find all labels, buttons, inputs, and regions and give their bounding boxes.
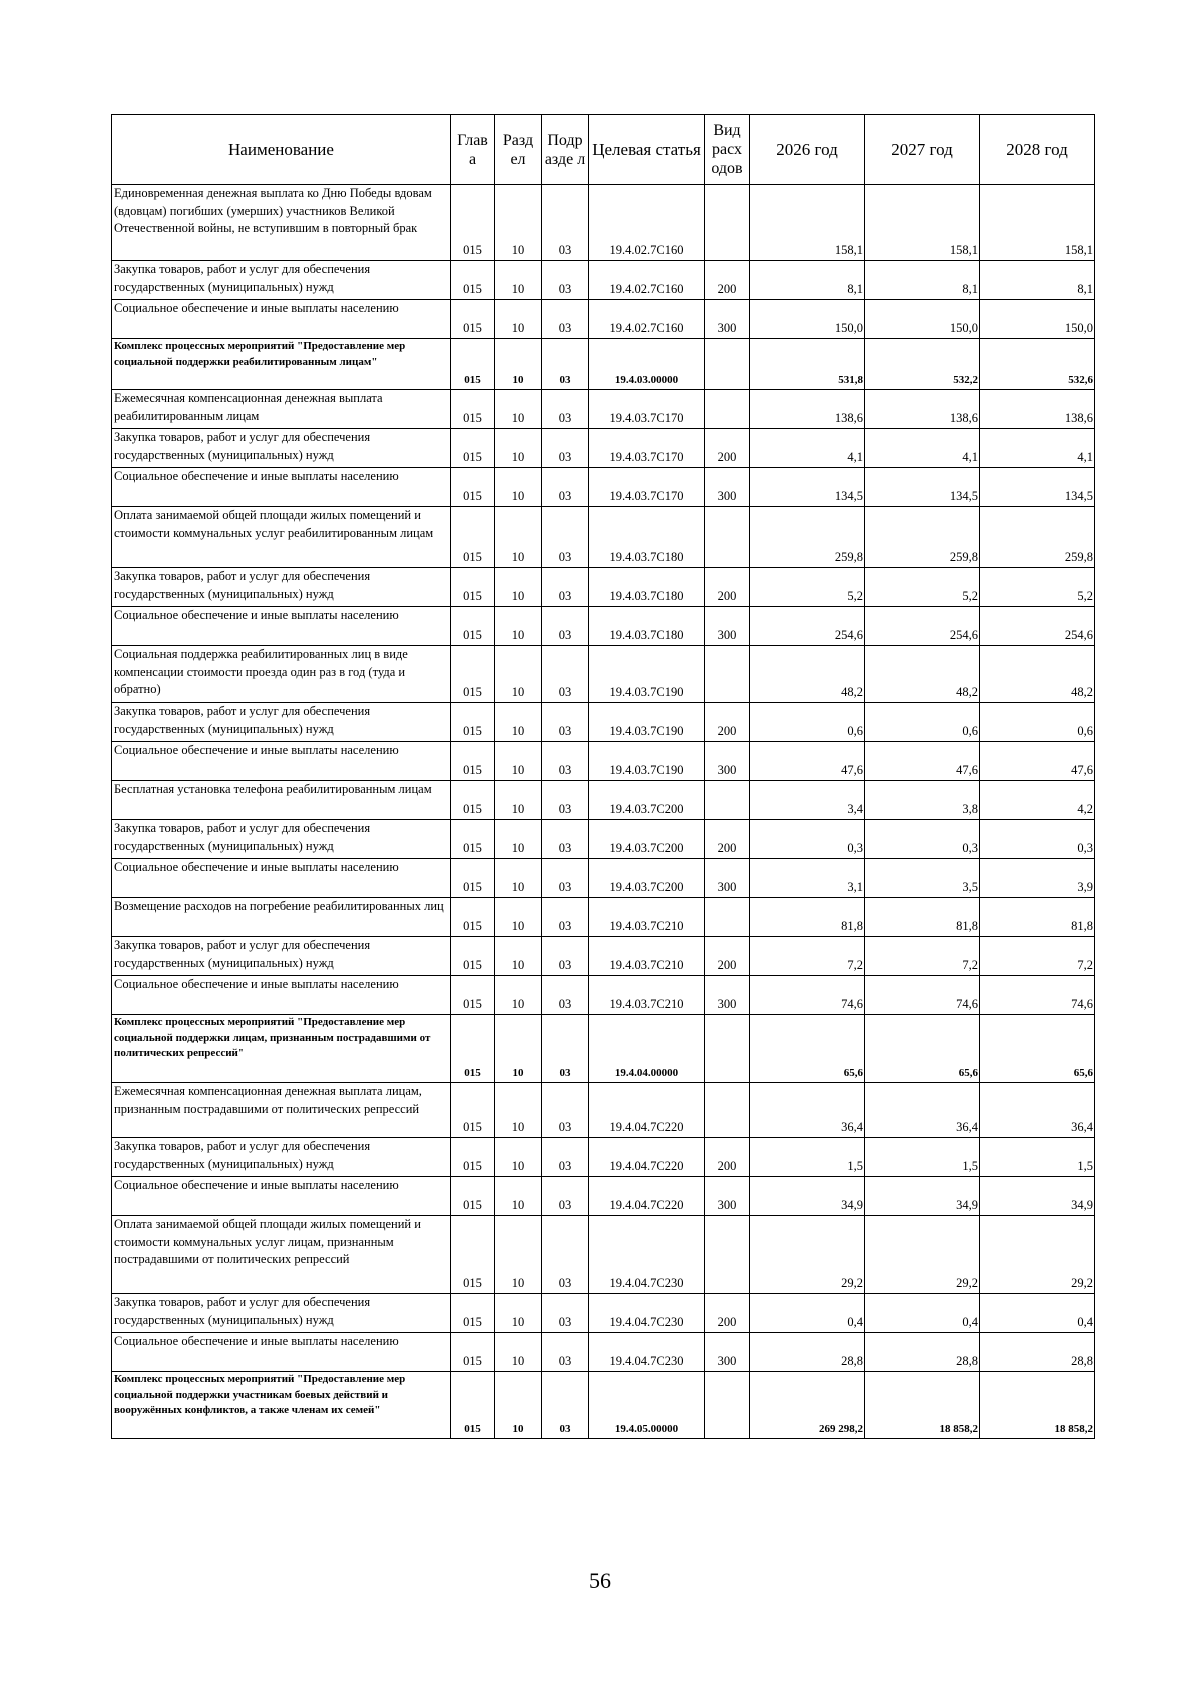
cell-celevaya: 19.4.04.00000 xyxy=(589,1015,705,1083)
cell-vid: 200 xyxy=(705,568,750,607)
table-row xyxy=(112,859,1095,898)
cell-podrazdel: 03 xyxy=(542,1177,589,1216)
cell-glava: 015 xyxy=(451,507,495,568)
cell-glava: 015 xyxy=(451,1294,495,1333)
cell-celevaya: 19.4.03.7С190 xyxy=(589,703,705,742)
cell-glava: 015 xyxy=(451,1015,495,1083)
cell-vid: 200 xyxy=(705,429,750,468)
cell-2026: 259,8 xyxy=(750,507,865,568)
cell-name: Ежемесячная компенсационная денежная выплата реабилитированным лицам xyxy=(112,390,451,429)
cell-2027: 254,6 xyxy=(865,607,980,646)
cell-2026: 0,3 xyxy=(750,820,865,859)
table-row xyxy=(112,507,1095,568)
cell-2026: 254,6 xyxy=(750,607,865,646)
cell-2028: 138,6 xyxy=(980,390,1095,429)
cell-glava: 015 xyxy=(451,781,495,820)
cell-name: Социальная поддержка реабилитированных лиц в виде компенсации стоимости проезда один раз в год (туда и обратно) xyxy=(112,646,451,703)
cell-2026: 7,2 xyxy=(750,937,865,976)
cell-podrazdel: 03 xyxy=(542,937,589,976)
table-row xyxy=(112,1216,1095,1294)
cell-2028: 18 858,2 xyxy=(980,1372,1095,1439)
table-row xyxy=(112,1294,1095,1333)
cell-name: Комплекс процессных мероприятий "Предоставление мер социальной поддержки участникам боевых действий и вооружённых конфликтов, а также членам их семей" xyxy=(112,1372,451,1439)
cell-name: Закупка товаров, работ и услуг для обеспечения государственных (муниципальных) нужд xyxy=(112,703,451,742)
cell-podrazdel: 03 xyxy=(542,339,589,390)
cell-name: Социальное обеспечение и иные выплаты населению xyxy=(112,742,451,781)
cell-2026: 134,5 xyxy=(750,468,865,507)
cell-2027: 36,4 xyxy=(865,1083,980,1138)
cell-2028: 65,6 xyxy=(980,1015,1095,1083)
cell-2027: 150,0 xyxy=(865,300,980,339)
table-row xyxy=(112,646,1095,703)
cell-2028: 29,2 xyxy=(980,1216,1095,1294)
cell-vid: 300 xyxy=(705,742,750,781)
cell-podrazdel: 03 xyxy=(542,976,589,1015)
cell-2027: 7,2 xyxy=(865,937,980,976)
cell-2027: 259,8 xyxy=(865,507,980,568)
table-row xyxy=(112,898,1095,937)
cell-glava: 015 xyxy=(451,859,495,898)
cell-celevaya: 19.4.03.7С170 xyxy=(589,429,705,468)
cell-2027: 3,8 xyxy=(865,781,980,820)
cell-2027: 29,2 xyxy=(865,1216,980,1294)
table-row xyxy=(112,1372,1095,1439)
header-razdel: Разд ел xyxy=(495,115,542,185)
cell-podrazdel: 03 xyxy=(542,507,589,568)
cell-glava: 015 xyxy=(451,568,495,607)
cell-vid: 200 xyxy=(705,261,750,300)
cell-razdel: 10 xyxy=(495,339,542,390)
cell-name: Социальное обеспечение и иные выплаты населению xyxy=(112,607,451,646)
cell-2026: 1,5 xyxy=(750,1138,865,1177)
page-number: 56 xyxy=(589,1568,611,1593)
cell-2028: 74,6 xyxy=(980,976,1095,1015)
cell-name: Возмещение расходов на погребение реабилитированных лиц xyxy=(112,898,451,937)
cell-podrazdel: 03 xyxy=(542,607,589,646)
cell-2028: 48,2 xyxy=(980,646,1095,703)
header-2026: 2026 год xyxy=(750,115,865,185)
cell-podrazdel: 03 xyxy=(542,898,589,937)
cell-podrazdel: 03 xyxy=(542,742,589,781)
cell-razdel: 10 xyxy=(495,859,542,898)
cell-podrazdel: 03 xyxy=(542,261,589,300)
cell-2026: 158,1 xyxy=(750,185,865,261)
cell-2028: 5,2 xyxy=(980,568,1095,607)
cell-celevaya: 19.4.03.7С180 xyxy=(589,507,705,568)
cell-vid: 200 xyxy=(705,937,750,976)
header-podrazdel: Подр азде л xyxy=(542,115,589,185)
cell-glava: 015 xyxy=(451,261,495,300)
cell-podrazdel: 03 xyxy=(542,1015,589,1083)
cell-2028: 81,8 xyxy=(980,898,1095,937)
cell-2027: 4,1 xyxy=(865,429,980,468)
table-row xyxy=(112,1015,1095,1083)
cell-name: Закупка товаров, работ и услуг для обеспечения государственных (муниципальных) нужд xyxy=(112,820,451,859)
cell-2026: 48,2 xyxy=(750,646,865,703)
table-body xyxy=(112,185,1095,1439)
cell-glava: 015 xyxy=(451,976,495,1015)
header-2027: 2027 год xyxy=(865,115,980,185)
cell-vid: 200 xyxy=(705,703,750,742)
cell-glava: 015 xyxy=(451,703,495,742)
cell-podrazdel: 03 xyxy=(542,1216,589,1294)
cell-name: Оплата занимаемой общей площади жилых помещений и стоимости коммунальных услуг реабилитированным лицам xyxy=(112,507,451,568)
cell-vid: 300 xyxy=(705,1333,750,1372)
cell-vid: 300 xyxy=(705,607,750,646)
cell-2028: 3,9 xyxy=(980,859,1095,898)
cell-celevaya: 19.4.03.7С200 xyxy=(589,781,705,820)
cell-glava: 015 xyxy=(451,742,495,781)
cell-name: Закупка товаров, работ и услуг для обеспечения государственных (муниципальных) нужд xyxy=(112,1294,451,1333)
cell-2028: 47,6 xyxy=(980,742,1095,781)
table-row xyxy=(112,1083,1095,1138)
cell-2027: 1,5 xyxy=(865,1138,980,1177)
cell-glava: 015 xyxy=(451,1083,495,1138)
table-row xyxy=(112,607,1095,646)
cell-2028: 8,1 xyxy=(980,261,1095,300)
cell-razdel: 10 xyxy=(495,261,542,300)
cell-2026: 5,2 xyxy=(750,568,865,607)
cell-celevaya: 19.4.04.7С230 xyxy=(589,1333,705,1372)
cell-2026: 3,4 xyxy=(750,781,865,820)
cell-2027: 8,1 xyxy=(865,261,980,300)
cell-2028: 0,6 xyxy=(980,703,1095,742)
cell-2027: 28,8 xyxy=(865,1333,980,1372)
cell-podrazdel: 03 xyxy=(542,429,589,468)
cell-2026: 28,8 xyxy=(750,1333,865,1372)
cell-glava: 015 xyxy=(451,468,495,507)
cell-2028: 254,6 xyxy=(980,607,1095,646)
cell-2026: 81,8 xyxy=(750,898,865,937)
cell-glava: 015 xyxy=(451,1372,495,1439)
cell-vid: 300 xyxy=(705,468,750,507)
cell-name: Закупка товаров, работ и услуг для обеспечения государственных (муниципальных) нужд xyxy=(112,568,451,607)
cell-2028: 36,4 xyxy=(980,1083,1095,1138)
cell-celevaya: 19.4.04.7С220 xyxy=(589,1083,705,1138)
cell-razdel: 10 xyxy=(495,1138,542,1177)
cell-celevaya: 19.4.03.7С180 xyxy=(589,607,705,646)
cell-glava: 015 xyxy=(451,1177,495,1216)
cell-podrazdel: 03 xyxy=(542,859,589,898)
cell-celevaya: 19.4.03.00000 xyxy=(589,339,705,390)
table-row xyxy=(112,429,1095,468)
cell-2028: 0,4 xyxy=(980,1294,1095,1333)
cell-name: Закупка товаров, работ и услуг для обеспечения государственных (муниципальных) нужд xyxy=(112,1138,451,1177)
table-header-row xyxy=(112,115,1095,185)
cell-glava: 015 xyxy=(451,607,495,646)
cell-glava: 015 xyxy=(451,300,495,339)
cell-2026: 34,9 xyxy=(750,1177,865,1216)
cell-glava: 015 xyxy=(451,339,495,390)
cell-2027: 532,2 xyxy=(865,339,980,390)
cell-2026: 150,0 xyxy=(750,300,865,339)
cell-razdel: 10 xyxy=(495,1372,542,1439)
cell-2026: 0,6 xyxy=(750,703,865,742)
cell-celevaya: 19.4.02.7С160 xyxy=(589,261,705,300)
header-2028: 2028 год xyxy=(980,115,1095,185)
cell-2028: 158,1 xyxy=(980,185,1095,261)
cell-2027: 134,5 xyxy=(865,468,980,507)
cell-2026: 138,6 xyxy=(750,390,865,429)
cell-2026: 269 298,2 xyxy=(750,1372,865,1439)
cell-vid: 300 xyxy=(705,1177,750,1216)
cell-2027: 48,2 xyxy=(865,646,980,703)
header-glava: Глав а xyxy=(451,115,495,185)
cell-razdel: 10 xyxy=(495,781,542,820)
cell-podrazdel: 03 xyxy=(542,1138,589,1177)
table-row xyxy=(112,1333,1095,1372)
cell-name: Бесплатная установка телефона реабилитированным лицам xyxy=(112,781,451,820)
cell-name: Закупка товаров, работ и услуг для обеспечения государственных (муниципальных) нужд xyxy=(112,937,451,976)
cell-vid: 200 xyxy=(705,820,750,859)
cell-celevaya: 19.4.02.7С160 xyxy=(589,185,705,261)
cell-celevaya: 19.4.03.7С190 xyxy=(589,742,705,781)
cell-podrazdel: 03 xyxy=(542,1083,589,1138)
cell-2027: 0,4 xyxy=(865,1294,980,1333)
cell-2027: 5,2 xyxy=(865,568,980,607)
cell-name: Закупка товаров, работ и услуг для обеспечения государственных (муниципальных) нужд xyxy=(112,261,451,300)
table-row xyxy=(112,339,1095,390)
cell-name: Социальное обеспечение и иные выплаты населению xyxy=(112,1333,451,1372)
cell-razdel: 10 xyxy=(495,607,542,646)
cell-razdel: 10 xyxy=(495,390,542,429)
cell-celevaya: 19.4.04.7С220 xyxy=(589,1138,705,1177)
cell-2026: 29,2 xyxy=(750,1216,865,1294)
cell-2027: 47,6 xyxy=(865,742,980,781)
cell-2026: 4,1 xyxy=(750,429,865,468)
cell-celevaya: 19.4.02.7С160 xyxy=(589,300,705,339)
cell-2026: 0,4 xyxy=(750,1294,865,1333)
cell-2028: 0,3 xyxy=(980,820,1095,859)
cell-glava: 015 xyxy=(451,646,495,703)
cell-2026: 8,1 xyxy=(750,261,865,300)
cell-razdel: 10 xyxy=(495,1294,542,1333)
table-row xyxy=(112,185,1095,261)
cell-vid xyxy=(705,507,750,568)
cell-2027: 74,6 xyxy=(865,976,980,1015)
cell-podrazdel: 03 xyxy=(542,1372,589,1439)
cell-razdel: 10 xyxy=(495,468,542,507)
cell-vid: 300 xyxy=(705,300,750,339)
cell-2027: 0,6 xyxy=(865,703,980,742)
cell-celevaya: 19.4.03.7С210 xyxy=(589,976,705,1015)
cell-name: Комплекс процессных мероприятий "Предоставление мер социальной поддержки лицам, признанным пострадавшими от политических репрессий" xyxy=(112,1015,451,1083)
cell-razdel: 10 xyxy=(495,1216,542,1294)
cell-glava: 015 xyxy=(451,390,495,429)
cell-2027: 138,6 xyxy=(865,390,980,429)
cell-vid xyxy=(705,898,750,937)
cell-celevaya: 19.4.03.7С200 xyxy=(589,859,705,898)
cell-vid xyxy=(705,390,750,429)
cell-razdel: 10 xyxy=(495,1177,542,1216)
cell-2028: 259,8 xyxy=(980,507,1095,568)
header-celevaya: Целевая статья xyxy=(589,115,705,185)
cell-glava: 015 xyxy=(451,429,495,468)
cell-name: Закупка товаров, работ и услуг для обеспечения государственных (муниципальных) нужд xyxy=(112,429,451,468)
cell-glava: 015 xyxy=(451,820,495,859)
cell-name: Единовременная денежная выплата ко Дню Победы вдовам (вдовцам) погибших (умерших) участников Великой Отечественной войны, не вступившим в повторный брак xyxy=(112,185,451,261)
cell-2026: 3,1 xyxy=(750,859,865,898)
cell-razdel: 10 xyxy=(495,646,542,703)
cell-podrazdel: 03 xyxy=(542,1294,589,1333)
cell-name: Социальное обеспечение и иные выплаты населению xyxy=(112,300,451,339)
cell-vid xyxy=(705,185,750,261)
cell-name: Социальное обеспечение и иные выплаты населению xyxy=(112,976,451,1015)
cell-vid xyxy=(705,1372,750,1439)
cell-razdel: 10 xyxy=(495,703,542,742)
cell-celevaya: 19.4.03.7С190 xyxy=(589,646,705,703)
table-row xyxy=(112,742,1095,781)
table-row xyxy=(112,1177,1095,1216)
cell-celevaya: 19.4.04.7С230 xyxy=(589,1216,705,1294)
cell-glava: 015 xyxy=(451,898,495,937)
cell-podrazdel: 03 xyxy=(542,300,589,339)
cell-name: Оплата занимаемой общей площади жилых помещений и стоимости коммунальных услуг лицам, признанным пострадавшими от политических репрессий xyxy=(112,1216,451,1294)
table-row xyxy=(112,390,1095,429)
cell-2028: 150,0 xyxy=(980,300,1095,339)
cell-podrazdel: 03 xyxy=(542,703,589,742)
table-row xyxy=(112,1138,1095,1177)
budget-table xyxy=(111,114,1095,1439)
cell-vid: 300 xyxy=(705,976,750,1015)
cell-celevaya: 19.4.03.7С170 xyxy=(589,468,705,507)
cell-vid: 200 xyxy=(705,1138,750,1177)
cell-celevaya: 19.4.05.00000 xyxy=(589,1372,705,1439)
cell-2028: 532,6 xyxy=(980,339,1095,390)
cell-2028: 34,9 xyxy=(980,1177,1095,1216)
cell-2027: 3,5 xyxy=(865,859,980,898)
cell-glava: 015 xyxy=(451,937,495,976)
cell-2027: 0,3 xyxy=(865,820,980,859)
cell-razdel: 10 xyxy=(495,185,542,261)
cell-2026: 36,4 xyxy=(750,1083,865,1138)
cell-razdel: 10 xyxy=(495,1015,542,1083)
table-row xyxy=(112,781,1095,820)
cell-razdel: 10 xyxy=(495,1083,542,1138)
cell-podrazdel: 03 xyxy=(542,568,589,607)
cell-podrazdel: 03 xyxy=(542,781,589,820)
cell-podrazdel: 03 xyxy=(542,820,589,859)
cell-name: Социальное обеспечение и иные выплаты населению xyxy=(112,859,451,898)
cell-2027: 65,6 xyxy=(865,1015,980,1083)
cell-razdel: 10 xyxy=(495,898,542,937)
cell-razdel: 10 xyxy=(495,976,542,1015)
cell-razdel: 10 xyxy=(495,507,542,568)
cell-vid xyxy=(705,781,750,820)
cell-podrazdel: 03 xyxy=(542,185,589,261)
cell-razdel: 10 xyxy=(495,429,542,468)
cell-glava: 015 xyxy=(451,185,495,261)
cell-vid xyxy=(705,646,750,703)
cell-2027: 34,9 xyxy=(865,1177,980,1216)
cell-celevaya: 19.4.03.7С170 xyxy=(589,390,705,429)
cell-2028: 134,5 xyxy=(980,468,1095,507)
cell-name: Комплекс процессных мероприятий "Предоставление мер социальной поддержки реабилитированным лицам" xyxy=(112,339,451,390)
cell-vid: 200 xyxy=(705,1294,750,1333)
cell-podrazdel: 03 xyxy=(542,646,589,703)
cell-podrazdel: 03 xyxy=(542,1333,589,1372)
header-vid: Вид расх одов xyxy=(705,115,750,185)
cell-2027: 81,8 xyxy=(865,898,980,937)
table-row xyxy=(112,937,1095,976)
cell-2028: 4,2 xyxy=(980,781,1095,820)
table-row xyxy=(112,261,1095,300)
cell-name: Социальное обеспечение и иные выплаты населению xyxy=(112,468,451,507)
cell-celevaya: 19.4.03.7С210 xyxy=(589,898,705,937)
table-row xyxy=(112,703,1095,742)
table-row xyxy=(112,300,1095,339)
cell-razdel: 10 xyxy=(495,742,542,781)
cell-podrazdel: 03 xyxy=(542,390,589,429)
cell-name: Социальное обеспечение и иные выплаты населению xyxy=(112,1177,451,1216)
cell-2028: 28,8 xyxy=(980,1333,1095,1372)
cell-celevaya: 19.4.03.7С210 xyxy=(589,937,705,976)
cell-glava: 015 xyxy=(451,1333,495,1372)
cell-razdel: 10 xyxy=(495,300,542,339)
cell-razdel: 10 xyxy=(495,820,542,859)
cell-vid xyxy=(705,1015,750,1083)
cell-razdel: 10 xyxy=(495,937,542,976)
cell-glava: 015 xyxy=(451,1216,495,1294)
table-row xyxy=(112,820,1095,859)
cell-2026: 531,8 xyxy=(750,339,865,390)
cell-celevaya: 19.4.03.7С180 xyxy=(589,568,705,607)
table-row xyxy=(112,468,1095,507)
cell-vid xyxy=(705,1083,750,1138)
cell-podrazdel: 03 xyxy=(542,468,589,507)
cell-name: Ежемесячная компенсационная денежная выплата лицам, признанным пострадавшими от политических репрессий xyxy=(112,1083,451,1138)
cell-2027: 158,1 xyxy=(865,185,980,261)
cell-2028: 4,1 xyxy=(980,429,1095,468)
cell-razdel: 10 xyxy=(495,1333,542,1372)
cell-2026: 65,6 xyxy=(750,1015,865,1083)
table-row xyxy=(112,568,1095,607)
cell-glava: 015 xyxy=(451,1138,495,1177)
table-row xyxy=(112,976,1095,1015)
cell-vid: 300 xyxy=(705,859,750,898)
cell-celevaya: 19.4.03.7С200 xyxy=(589,820,705,859)
cell-2026: 74,6 xyxy=(750,976,865,1015)
cell-2027: 18 858,2 xyxy=(865,1372,980,1439)
cell-celevaya: 19.4.04.7С230 xyxy=(589,1294,705,1333)
cell-2026: 47,6 xyxy=(750,742,865,781)
cell-2028: 7,2 xyxy=(980,937,1095,976)
header-name: Наименование xyxy=(112,115,451,185)
cell-vid xyxy=(705,1216,750,1294)
cell-vid xyxy=(705,339,750,390)
cell-razdel: 10 xyxy=(495,568,542,607)
cell-celevaya: 19.4.04.7С220 xyxy=(589,1177,705,1216)
cell-2028: 1,5 xyxy=(980,1138,1095,1177)
